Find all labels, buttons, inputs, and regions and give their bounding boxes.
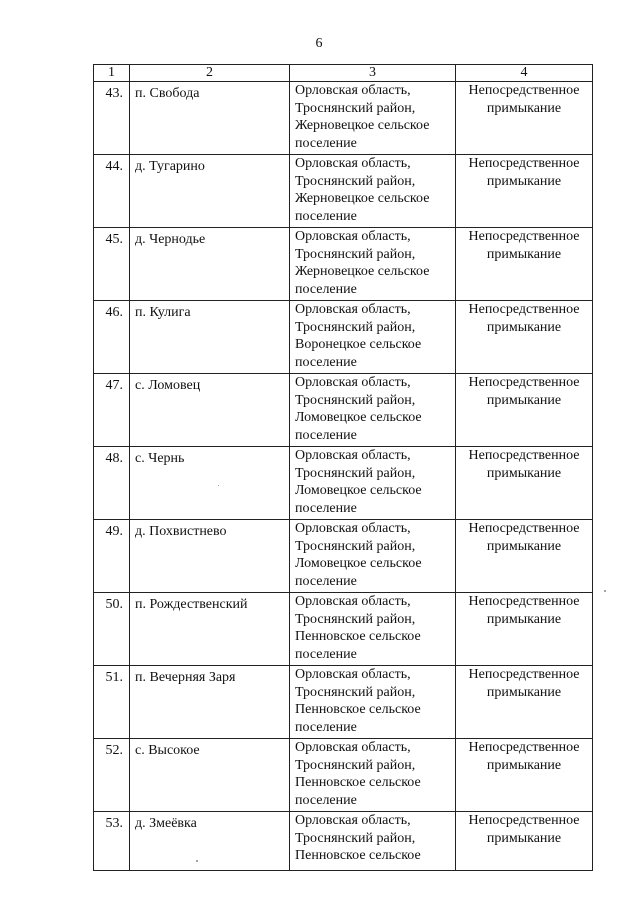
location-line: Орловская область, [295, 302, 411, 317]
location-line: Орловская область, [295, 594, 411, 609]
location-line: Орловская область, [295, 740, 411, 755]
location-line: Орловская область, [295, 813, 411, 828]
column-header: 1 [94, 65, 130, 82]
location-line: Орловская область, [295, 156, 411, 171]
junction-type-line: Непосредственное [468, 667, 580, 682]
row-number: 50. [94, 593, 130, 666]
table-header-row [94, 65, 593, 82]
table-row [94, 301, 593, 374]
location-line: поселение [295, 208, 357, 224]
junction-type-line: Непосредственное [468, 448, 580, 463]
settlement-location [290, 593, 456, 666]
location-line: Троснянский район, [295, 319, 416, 335]
junction-type [456, 374, 593, 447]
junction-type-line: Непосредственное [468, 594, 580, 609]
table-row [94, 447, 593, 520]
location-line: Троснянский район, [295, 173, 416, 189]
location-line: Пенновское сельское [295, 848, 421, 863]
location-line: Ломовецкое сельское [295, 410, 422, 425]
settlement-name: д. Чернодье [130, 228, 290, 301]
location-line: Жерновецкое сельское [295, 118, 430, 133]
location-line: Троснянский район, [295, 684, 416, 700]
junction-type-line: примыкание [486, 830, 562, 846]
row-number: 48. [94, 447, 130, 520]
location-line: поселение [295, 354, 357, 370]
settlement-name: д. Похвистнево [130, 520, 290, 593]
settlement-location [290, 812, 456, 871]
location-line: Пенновское сельское [295, 629, 421, 644]
settlement-location [290, 739, 456, 812]
settlement-name: с. Высокое [130, 739, 290, 812]
location-line: Троснянский район, [295, 830, 416, 846]
location-line: Жерновецкое сельское [295, 191, 430, 206]
location-line: поселение [295, 792, 357, 808]
location-line: Орловская область, [295, 667, 411, 682]
settlement-location [290, 82, 456, 155]
settlement-name: п. Кулига [130, 301, 290, 374]
row-number: 46. [94, 301, 130, 374]
junction-type [456, 593, 593, 666]
location-line: поселение [295, 646, 357, 662]
row-number: 49. [94, 520, 130, 593]
junction-type-line: примыкание [486, 684, 562, 700]
settlement-name: п. Рождественский [130, 593, 290, 666]
settlement-location [290, 155, 456, 228]
junction-type [456, 739, 593, 812]
junction-type-line: Непосредственное [468, 302, 580, 317]
row-number: 47. [94, 374, 130, 447]
junction-type-line: Непосредственное [468, 813, 580, 828]
location-line: Орловская область, [295, 83, 411, 98]
settlement-location [290, 447, 456, 520]
junction-type-line: Непосредственное [468, 375, 580, 390]
location-line: Пенновское сельское [295, 775, 421, 790]
junction-type [456, 520, 593, 593]
location-line: поселение [295, 135, 357, 151]
row-number: 45. [94, 228, 130, 301]
column-header: 2 [130, 65, 290, 82]
location-line: поселение [295, 281, 357, 297]
junction-type-line: примыкание [486, 100, 562, 116]
junction-type [456, 82, 593, 155]
settlement-location [290, 228, 456, 301]
location-line: Орловская область, [295, 521, 411, 536]
column-header: 3 [290, 65, 456, 82]
settlement-name: с. Ломовец [130, 374, 290, 447]
settlement-location [290, 301, 456, 374]
location-line: Орловская область, [295, 229, 411, 244]
scan-speck [218, 485, 219, 486]
location-line: Троснянский район, [295, 392, 416, 408]
settlement-name: п. Свобода [130, 82, 290, 155]
location-line: поселение [295, 719, 357, 735]
settlement-name: д. Тугарино [130, 155, 290, 228]
scan-speck [196, 860, 198, 862]
junction-type-line: примыкание [486, 319, 562, 335]
junction-type-line: примыкание [486, 611, 562, 627]
table-row [94, 520, 593, 593]
column-header: 4 [456, 65, 593, 82]
junction-type-line: Непосредственное [468, 229, 580, 244]
row-number: 44. [94, 155, 130, 228]
junction-type-line: примыкание [486, 246, 562, 262]
junction-type-line: Непосредственное [468, 156, 580, 171]
table-row [94, 155, 593, 228]
location-line: поселение [295, 573, 357, 589]
location-line: Ломовецкое сельское [295, 556, 422, 571]
junction-type [456, 666, 593, 739]
junction-type-line: Непосредственное [468, 740, 580, 755]
location-line: поселение [295, 500, 357, 516]
junction-type-line: примыкание [486, 757, 562, 773]
location-line: Троснянский район, [295, 246, 416, 262]
junction-type-line: примыкание [486, 173, 562, 189]
table-row [94, 812, 593, 871]
location-line: Жерновецкое сельское [295, 264, 430, 279]
location-line: Ломовецкое сельское [295, 483, 422, 498]
junction-type-line: Непосредственное [468, 521, 580, 536]
settlement-name: п. Вечерняя Заря [130, 666, 290, 739]
scan-speck [604, 590, 606, 592]
junction-type [456, 301, 593, 374]
settlement-name: д. Змеёвка [130, 812, 290, 871]
row-number: 52. [94, 739, 130, 812]
location-line: Троснянский район, [295, 538, 416, 554]
junction-type-line: примыкание [486, 392, 562, 408]
location-line: Пенновское сельское [295, 702, 421, 717]
junction-type-line: примыкание [486, 465, 562, 481]
settlements-table [93, 64, 593, 871]
junction-type [456, 155, 593, 228]
junction-type [456, 447, 593, 520]
location-line: Орловская область, [295, 375, 411, 390]
settlement-location [290, 520, 456, 593]
row-number: 43. [94, 82, 130, 155]
row-number: 53. [94, 812, 130, 871]
location-line: Орловская область, [295, 448, 411, 463]
table-row [94, 374, 593, 447]
settlement-location [290, 374, 456, 447]
settlement-name: с. Чернь [130, 447, 290, 520]
location-line: Троснянский район, [295, 100, 416, 116]
settlement-location [290, 666, 456, 739]
junction-type [456, 812, 593, 871]
location-line: Воронецкое сельское [295, 337, 422, 352]
table-row [94, 82, 593, 155]
table-row [94, 228, 593, 301]
row-number: 51. [94, 666, 130, 739]
location-line: Троснянский район, [295, 465, 416, 481]
junction-type-line: примыкание [486, 538, 562, 554]
table-row [94, 739, 593, 812]
table-row [94, 593, 593, 666]
location-line: Троснянский район, [295, 611, 416, 627]
junction-type [456, 228, 593, 301]
table-row [94, 666, 593, 739]
location-line: поселение [295, 427, 357, 443]
page-number: 6 [315, 36, 323, 51]
junction-type-line: Непосредственное [468, 83, 580, 98]
location-line: Троснянский район, [295, 757, 416, 773]
